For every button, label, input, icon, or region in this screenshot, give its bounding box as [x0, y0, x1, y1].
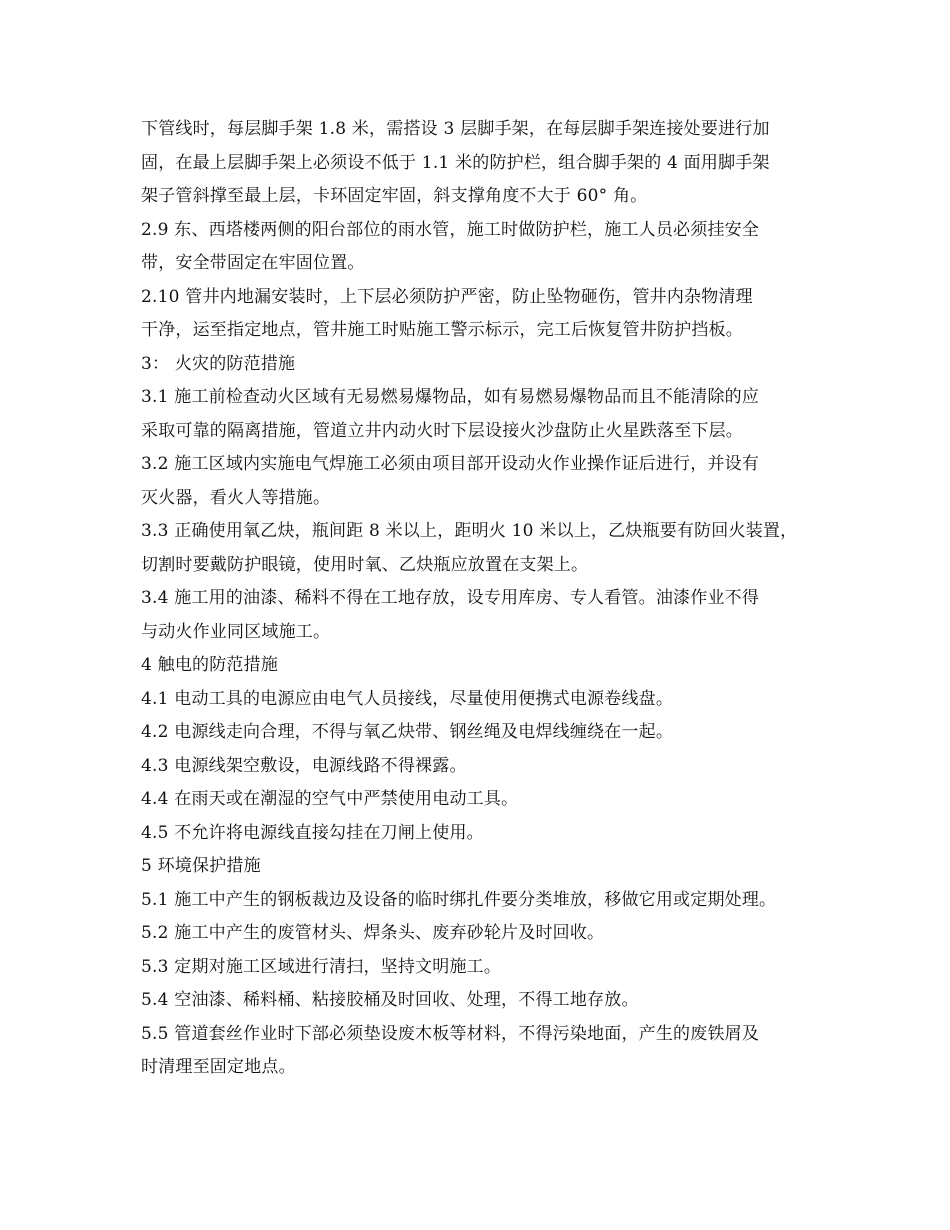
text-line: 3.1 施工前检查动火区域有无易燃易爆物品，如有易燃易爆物品而且不能清除的应 [141, 387, 760, 407]
text-line: 3.4 施工用的油漆、稀料不得在工地存放，设专用库房、专人看管。油漆作业不得 [141, 588, 760, 608]
text-line: 固，在最上层脚手架上必须设不低于 1.1 米的防护栏，组合脚手架的 4 面用脚手架 [141, 152, 770, 173]
text-line: 干净，运至指定地点，管井施工时贴施工警示标示，完工后恢复管井防护挡板。 [141, 320, 743, 340]
text-line: 4.2 电源线走向合理，不得与氧乙炔带、钢丝绳及电焊线缠绕在一起。 [141, 722, 674, 742]
text-line: 3.3 正确使用氧乙炔，瓶间距 8 米以上，距明火 10 米以上，乙炔瓶要有防回火装置， [141, 521, 798, 541]
text-line: 5.1 施工中产生的钢板裁边及设备的临时绑扎件要分类堆放，移做它用或定期处理。 [141, 889, 777, 910]
text-line: 5.2 施工中产生的废管材头、焊条头、废弃砂轮片及时回收。 [141, 923, 605, 943]
text-line: 下管线时，每层脚手架 1.8 米，需搭设 3 层脚手架，在每层脚手架连接处要进行加 [141, 119, 770, 139]
text-line: 4.5 不允许将电源线直接勾挂在刀闸上使用。 [141, 822, 484, 843]
text-line: 3.2 施工区域内实施电气焊施工必须由项目部开设动火作业操作证后进行，并设有 [141, 454, 760, 474]
text-line: 5.4 空油漆、稀料桶、粘接胶桶及时回收、处理，不得工地存放。 [141, 990, 639, 1010]
text-line: 5.5 管道套丝作业时下部必须垫设废木板等材料，不得污染地面，产生的废铁屑及 [141, 1023, 760, 1044]
text-line: 3： 火灾的防范措施 [141, 353, 296, 374]
text-line: 4 触电的防范措施 [141, 655, 279, 675]
text-line: 4.3 电源线架空敷设，电源线路不得裸露。 [141, 755, 467, 776]
text-line: 架子管斜撑至最上层，卡环固定牢固，斜支撑角度不大于 60° 角。 [141, 186, 648, 206]
document-body [141, 113, 841, 1085]
text-line: 4.4 在雨天或在潮湿的空气中严禁使用电动工具。 [141, 789, 519, 809]
text-line: 灭火器，看火人等措施。 [141, 487, 331, 508]
text-line: 采取可靠的隔离措施，管道立井内动火时下层设接火沙盘防止火星跌落至下层。 [141, 420, 743, 441]
text-line: 与动火作业同区域施工。 [141, 621, 331, 642]
text-line: 切割时要戴防护眼镜，使用时氧、乙炔瓶应放置在支架上。 [141, 554, 589, 575]
text-line: 2.10 管井内地漏安装时，上下层必须防护严密，防止坠物砸伤，管井内杂物清理 [141, 286, 753, 307]
text-line: 5.3 定期对施工区域进行清扫，坚持文明施工。 [141, 956, 502, 977]
text-line: 带，安全带固定在牢固位置。 [141, 253, 365, 273]
text-line: 4.1 电动工具的电源应由电气人员接线，尽量使用便携式电源卷线盘。 [141, 688, 674, 709]
text-line: 5 环境保护措施 [141, 856, 261, 876]
text-line: 时清理至固定地点。 [141, 1057, 296, 1077]
text-line: 2.9 东、西塔楼两侧的阳台部位的雨水管，施工时做防护栏，施工人员必须挂安全 [141, 219, 760, 240]
